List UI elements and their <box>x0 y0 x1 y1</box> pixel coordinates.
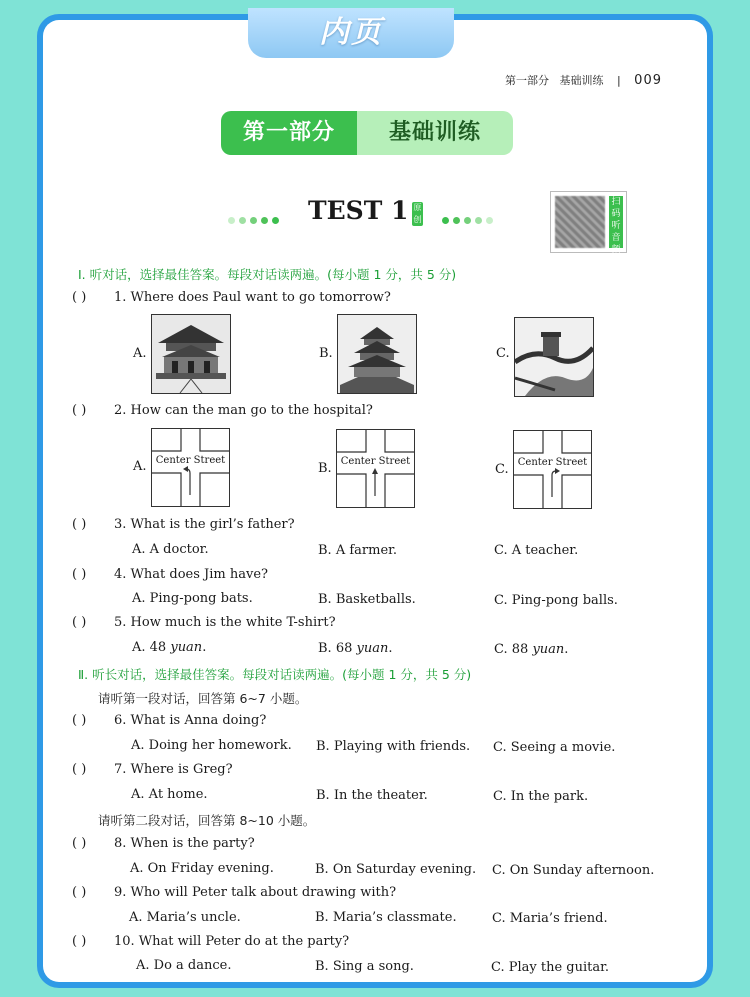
q10-option-a: A. Do a dance. <box>136 958 232 973</box>
q10-option-b: B. Sing a song. <box>315 959 414 974</box>
q10-option-c: C. Play the guitar. <box>491 960 610 975</box>
q8-option-c: C. On Sunday afternoon. <box>492 863 655 878</box>
audio-qr-code[interactable] <box>550 191 627 253</box>
running-section: 第一部分 <box>504 74 549 87</box>
question-8: 8. When is the party? <box>114 836 255 851</box>
part2-instruction-1: 请听第一段对话，回答第 6~7 小题。 <box>98 691 308 706</box>
qr-code-icon <box>555 196 605 248</box>
question-7: 7. Where is Greg? <box>114 762 233 777</box>
answer-blank-4[interactable]: ( ) <box>72 567 87 582</box>
answer-blank-9[interactable]: ( ) <box>72 885 87 900</box>
q5-option-a: A. 48 yuan. <box>132 640 207 655</box>
street-name: Center Street <box>340 456 411 467</box>
test-title-row <box>228 196 508 230</box>
q4-option-c: C. Ping-pong balls. <box>494 593 618 608</box>
q2-label-a: A. <box>133 459 147 474</box>
q4-option-a: A. Ping-pong bats. <box>132 591 253 606</box>
q2-label-b: B. <box>318 461 332 476</box>
original-badge: 原创 <box>413 203 422 224</box>
q5-option-c: C. 88 yuan. <box>494 642 569 657</box>
q6-option-c: C. Seeing a movie. <box>493 740 616 755</box>
q1-label-c: C. <box>496 346 510 361</box>
map-option-c <box>513 430 592 509</box>
q1-label-a: A. <box>133 346 147 361</box>
qr-label: 扫码听音频 <box>609 196 623 248</box>
q8-option-b: B. On Saturday evening. <box>315 862 477 877</box>
answer-blank-10[interactable]: ( ) <box>72 934 87 949</box>
street-name: Center Street <box>155 455 226 466</box>
q9-option-a: A. Maria’s uncle. <box>129 910 241 925</box>
great-wall-picture <box>514 317 594 397</box>
q7-option-b: B. In the theater. <box>316 788 428 803</box>
running-separator: | <box>616 74 621 87</box>
running-header <box>505 72 662 88</box>
part2-instruction-2: 请听第二段对话，回答第 8~10 小题。 <box>98 813 316 828</box>
answer-blank-1[interactable]: ( ) <box>72 290 87 305</box>
palace-gate-picture <box>151 314 231 394</box>
part1-heading: Ⅰ. 听对话，选择最佳答案。每段对话读两遍。(每小题 1 分，共 5 分) <box>78 267 457 282</box>
map-option-a <box>151 428 230 507</box>
answer-blank-3[interactable]: ( ) <box>72 517 87 532</box>
part2-heading: Ⅱ. 听长对话，选择最佳答案。每段对话读两遍。(每小题 1 分，共 5 分) <box>78 667 472 682</box>
q5-option-b: B. 68 yuan. <box>318 641 393 656</box>
answer-blank-8[interactable]: ( ) <box>72 836 87 851</box>
q8-option-a: A. On Friday evening. <box>130 861 274 876</box>
question-6: 6. What is Anna doing? <box>114 713 267 728</box>
q9-option-b: B. Maria’s classmate. <box>315 910 457 925</box>
answer-blank-5[interactable]: ( ) <box>72 615 87 630</box>
question-4: 4. What does Jim have? <box>114 567 268 582</box>
question-2: 2. How can the man go to the hospital? <box>114 403 373 418</box>
q1-label-b: B. <box>319 346 333 361</box>
question-3: 3. What is the girl’s father? <box>114 517 295 532</box>
right-dots-decoration <box>442 209 497 228</box>
answer-blank-2[interactable]: ( ) <box>72 403 87 418</box>
question-9: 9. Who will Peter talk about drawing with? <box>114 885 397 900</box>
q3-option-a: A. A doctor. <box>132 542 209 557</box>
q9-option-c: C. Maria’s friend. <box>492 911 608 926</box>
banner-part-title: 基础训练 <box>357 111 513 155</box>
question-5: 5. How much is the white T-shirt? <box>114 615 336 630</box>
q3-option-b: B. A farmer. <box>318 543 398 558</box>
q7-option-c: C. In the park. <box>493 789 589 804</box>
answer-blank-7[interactable]: ( ) <box>72 762 87 777</box>
temple-tower-picture <box>337 314 417 394</box>
q4-option-b: B. Basketballs. <box>318 592 416 607</box>
inner-page-tab: 内页 <box>248 8 454 58</box>
q6-option-a: A. Doing her homework. <box>131 738 292 753</box>
running-subsection: 基础训练 <box>559 74 604 87</box>
answer-blank-6[interactable]: ( ) <box>72 713 87 728</box>
q2-label-c: C. <box>495 462 509 477</box>
street-name: Center Street <box>517 457 588 468</box>
map-option-b <box>336 429 415 508</box>
q7-option-a: A. At home. <box>131 787 208 802</box>
page-number: 009 <box>634 73 662 88</box>
left-dots-decoration <box>228 209 283 228</box>
q6-option-b: B. Playing with friends. <box>316 739 471 754</box>
part-banner <box>221 111 513 155</box>
question-10: 10. What will Peter do at the party? <box>114 934 350 949</box>
banner-part-label: 第一部分 <box>221 111 357 155</box>
q3-option-c: C. A teacher. <box>494 543 579 558</box>
question-1: 1. Where does Paul want to go tomorrow? <box>114 290 391 305</box>
test-title: TEST 1 <box>308 196 409 225</box>
